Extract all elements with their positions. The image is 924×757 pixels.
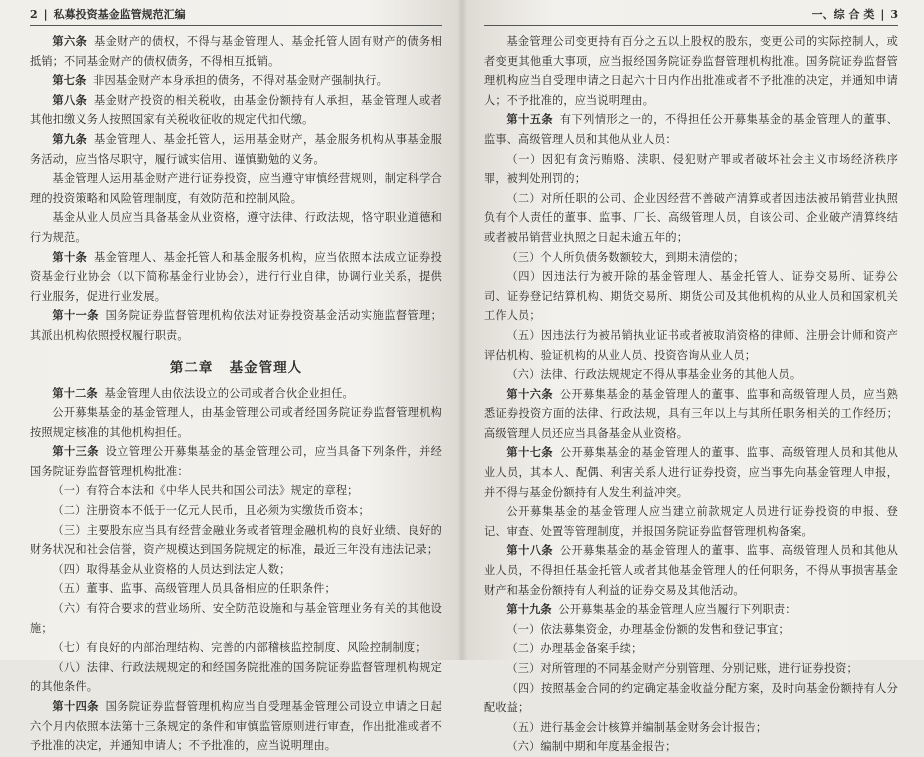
article-number: 第十二条 [52, 385, 98, 400]
paragraph [484, 679, 898, 718]
paragraph [30, 32, 442, 71]
paragraph [484, 110, 898, 149]
paragraph [484, 620, 898, 640]
paragraph [30, 208, 442, 247]
paragraph-text: 公开募集基金的基金管理人应当建立前款规定人员进行证券投资的申报、登记、审查、处置等管理制度，并报国务院证券监督管理机构备案。 [484, 505, 898, 538]
paragraph-text: （三）个人所负债务数额较大，到期未清偿的； [506, 250, 745, 264]
paragraph [484, 267, 898, 326]
article-number: 第十一条 [52, 308, 99, 323]
paragraph-text: 公开募集基金的基金管理人应当履行下列职责： [558, 603, 797, 617]
paragraph-text: 公开募集基金的基金管理人的董事、监事和高级管理人员，应当熟悉证券投资方面的法律、行政法规，具有三年以上与其所任职务相关的工作经历；高级管理人员还应当具备基金从业资格。 [484, 387, 898, 440]
article-number: 第十九条 [506, 602, 552, 617]
paragraph [484, 659, 898, 679]
article-number: 第十七条 [506, 445, 554, 460]
paragraph-text: （四）因违法行为被开除的基金管理人、基金托管人、证券交易所、证券公司、证券登记结算机构、期货交易所、期货公司及其他机构的从业人员和国家机关工作人员； [484, 270, 898, 323]
paragraph-text: （二）办理基金备案手续； [506, 642, 643, 656]
paragraph [30, 658, 442, 697]
paragraph [30, 638, 442, 658]
page-number: 2 [30, 7, 38, 21]
paragraph [30, 560, 442, 580]
paragraph [484, 189, 898, 248]
running-title: 一、综 合 类 [811, 8, 875, 21]
paragraph-text: （一）因犯有贪污贿赂、渎职、侵犯财产罪或者破坏社会主义市场经济秩序罪，被判处刑罚的； [484, 152, 898, 186]
paragraph-text: （四）取得基金从业资格的人员达到法定人数； [52, 562, 291, 576]
paragraph [30, 481, 442, 501]
article-number: 第十五条 [506, 112, 554, 127]
article-number: 第十六条 [506, 386, 554, 401]
paragraph-text: （六）有符合要求的营业场所、安全防范设施和与基金管理业务有关的其他设施； [30, 602, 442, 635]
article-number: 第十三条 [52, 444, 99, 459]
paragraph [30, 306, 442, 345]
chapter-title: 基金管理人 [229, 359, 303, 376]
paragraph-text: （四）按照基金合同的约定确定基金收益分配方案，及时向基金份额持有人分配收益； [484, 681, 898, 715]
paragraph-text: （七）有良好的内部治理结构、完善的内部稽核监控制度、风险控制制度； [52, 641, 427, 655]
left-page-body [30, 32, 442, 756]
paragraph [30, 71, 442, 91]
paragraph-text: 公开募集基金的基金管理人的董事、监事、高级管理人员和其他从业人员，不得担任基金托管人或者其他基金管理人的任何职务，不得从事损害基金财产和基金份额持有人利益的证券交易及其他活动。 [484, 544, 898, 597]
paragraph-text: （一）依法募集资金，办理基金份额的发售和登记事宜； [506, 622, 790, 636]
article-number: 第八条 [52, 92, 88, 107]
paragraph [484, 385, 898, 444]
header-separator: | [43, 7, 48, 21]
paragraph [484, 502, 898, 541]
paragraph [30, 403, 442, 442]
article-number: 第九条 [52, 131, 88, 146]
paragraph [30, 91, 442, 130]
paragraph-text: （五）因违法行为被吊销执业证书或者被取消资格的律师、注册会计师和资产评估机构、验证机构的从业人员、投资咨询从业人员； [484, 328, 898, 362]
paragraph [30, 248, 442, 307]
paragraph-text: （二）对所任职的公司、企业因经营不善破产清算或者因违法被吊销营业执照负有个人责任的董事、监事、厂长、高级管理人员，自该公司、企业破产清算终结或者被吊销营业执照之日起未逾五年的； [484, 191, 898, 244]
paragraph-text: 基金管理人、基金托管人和基金服务机构，应当依照本法成立证券投资基金行业协会（以下简称基金行业协会），进行行业自律，协调行业关系，提供行业服务，促进行业发展。 [30, 250, 442, 303]
paragraph-text: 有下列情形之一的，不得担任公开募集基金的基金管理人的董事、监事、高级管理人员和其他从业人员： [484, 113, 898, 146]
paragraph-text: （六）法律、行政法规规定不得从事基金业务的其他人员。 [506, 368, 802, 382]
paragraph [30, 579, 442, 599]
paragraph [30, 697, 442, 756]
chapter-heading [30, 356, 442, 376]
paragraph-text: 公开募集基金的基金管理人的董事、监事、高级管理人员和其他从业人员，其本人、配偶、利害关系人进行证券投资，应当事先向基金管理人申报，并不得与基金份额持有人发生利益冲突。 [484, 446, 898, 499]
article-number: 第七条 [52, 73, 87, 88]
paragraph [30, 599, 442, 638]
article-number: 第十四条 [52, 699, 99, 713]
article-number: 第六条 [52, 34, 88, 48]
paragraph-text: （一）有符合本法和《中华人民共和国公司法》规定的章程； [52, 484, 359, 498]
paragraph [484, 32, 898, 110]
paragraph [484, 718, 898, 738]
paragraph-text: （八）法律、行政法规规定的和经国务院批准的国务院证券监督管理机构规定的其他条件。 [30, 660, 442, 694]
paragraph [30, 501, 442, 521]
paragraph-text: （三）对所管理的不同基金财产分别管理、分别记账，进行证券投资； [506, 662, 858, 675]
paragraph-text: 非因基金财产本身承担的债务，不得对基金财产强制执行。 [93, 74, 388, 88]
article-number: 第十八条 [506, 543, 554, 558]
paragraph-text: （五）进行基金会计核算并编制基金财务会计报告； [506, 720, 768, 734]
paragraph [30, 442, 442, 481]
paragraph-text: （五）董事、监事、高级管理人员具备相应的任职条件； [52, 582, 336, 596]
paragraph [30, 384, 442, 404]
article-number: 第十条 [52, 249, 88, 264]
paragraph [484, 639, 898, 659]
paragraph-text: （三）主要股东应当具有经营金融业务或者管理金融机构的良好业绩、良好的财务状况和社会信誉，资产规模达到国务院规定的标准，最近三年没有违法记录； [30, 523, 442, 557]
paragraph [484, 600, 898, 620]
paragraph [484, 326, 898, 365]
paragraph-text: 基金财产投资的相关税收，由基金份额持有人承担，基金管理人或者其他扣缴义务人按照国家有关税收征收的规定代扣代缴。 [30, 93, 442, 127]
paragraph [484, 365, 898, 385]
left-page-header [30, 6, 442, 26]
right-page-header [484, 6, 898, 26]
paragraph [30, 169, 442, 208]
paragraph [484, 541, 898, 600]
left-page [0, 0, 462, 753]
paragraph-text: 基金管理人由依法设立的公司或者合伙企业担任。 [104, 386, 354, 400]
paragraph-text: 基金从业人员应当具备基金从业资格，遵守法律、行政法规，恪守职业道德和行为规范。 [30, 211, 442, 244]
paragraph-text: 基金管理人运用基金财产进行证券投资，应当遵守审慎经营规则，制定科学合理的投资策略和风险管理制度，有效防范和控制风险。 [30, 172, 442, 205]
paragraph-text: 公开募集基金的基金管理人，由基金管理公司或者经国务院证券监督管理机构按照规定核准的其他机构担任。 [30, 406, 442, 439]
paragraph-text: （二）注册资本不低于一亿元人民币，且必须为实缴货币资本； [52, 504, 370, 518]
page-number: 3 [890, 7, 898, 21]
right-page [462, 0, 924, 754]
paragraph [484, 248, 898, 268]
chapter-number: 第二章 [169, 359, 214, 376]
paragraph [30, 130, 442, 169]
paragraph-text: （六）编制中期和年度基金报告； [506, 740, 677, 754]
running-title: 私募投资基金监管规范汇编 [53, 8, 186, 21]
paragraph [484, 443, 898, 502]
paragraph [484, 150, 898, 189]
header-separator: | [880, 7, 885, 21]
paragraph-text: 基金财产的债权，不得与基金管理人、基金托管人固有财产的债务相抵销；不同基金财产的债权债务，不得相互抵销。 [30, 35, 442, 68]
paragraph [484, 737, 898, 757]
right-page-body [484, 32, 898, 757]
paragraph [30, 521, 442, 560]
paragraph-text: 国务院证券监督管理机构依法对证券投资基金活动实施监督管理；其派出机构依照授权履行职责。 [30, 309, 442, 342]
paragraph-text: 基金管理人、基金托管人，运用基金财产，基金服务机构从事基金服务活动，应当恪尽职守，履行诚实信用、谨慎勤勉的义务。 [30, 132, 442, 166]
paragraph-text: 国务院证券监督管理机构应当自受理基金管理公司设立申请之日起六个月内依照本法第十三条规定的条件和审慎监管原则进行审查，作出批准或者不予批准的决定，并通知申请人；不予批准的，应当说明理由。 [30, 700, 442, 753]
paragraph-text: 基金管理公司变更持有百分之五以上股权的股东，变更公司的实际控制人，或者变更其他重大事项，应当报经国务院证券监督管理机构批准。国务院证券监督管理机构应当自受理申请之日起六十日内作出批准或者不予批准的决定，并通知申请人；不予批准的，应当说明理由。 [484, 35, 898, 107]
paragraph-text: 设立管理公开募集基金的基金管理公司，应当具备下列条件，并经国务院证券监督管理机构批准： [30, 445, 442, 478]
